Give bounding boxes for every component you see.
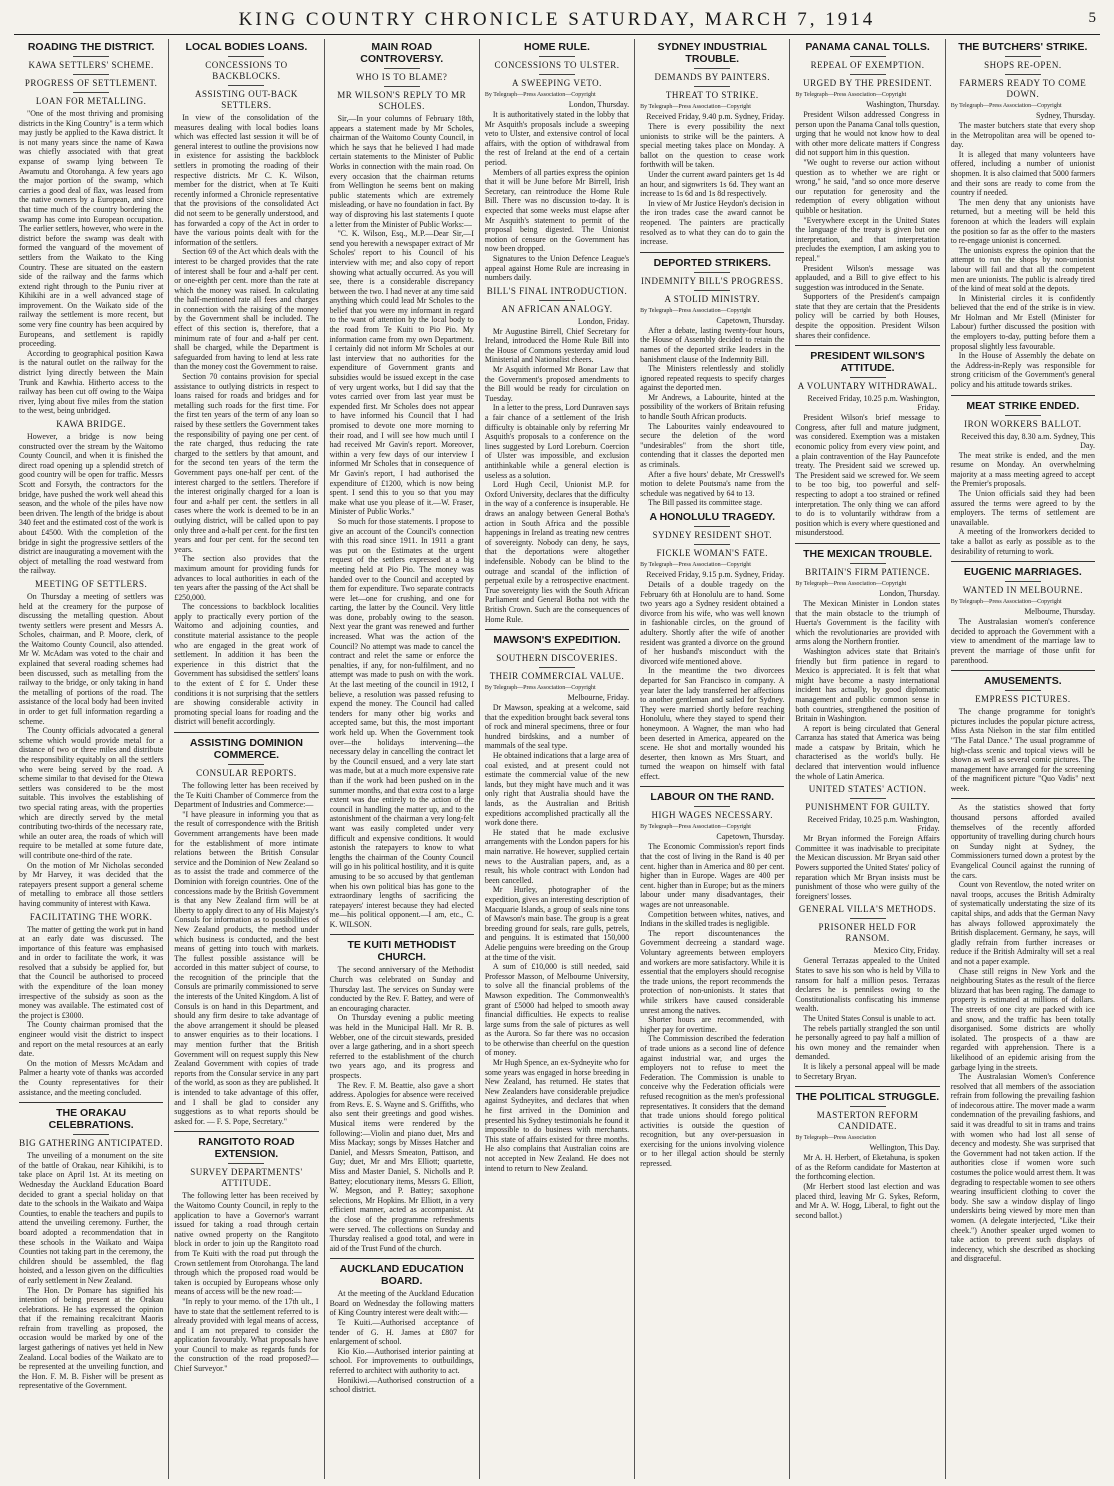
article-subheading: FACILITATING THE WORK. (29, 911, 153, 922)
section-rule (228, 764, 264, 765)
article-paragraph: Te Kuiti.—Authorised acceptance of tender of G. H. James at £807 for enlargement of school. (329, 1318, 474, 1347)
article-paragraph: The Hon. Dr Pomare has signified his intention of being present at the Orakau celebrations. He has expressed the opinion that if the remaining recalcitrant Maoris refrain from travelling as proposed, the occasion would be marked by one of the largest gatherings of natives yet held in New Zealand. Local bodies of the Waikato are to be represented at the unveiling function, and the Hon. F. M. B. Fisher will be present as representative of the Government. (19, 1285, 164, 1391)
article (19, 912, 163, 1098)
article-paragraph: On the motion of Messrs McAdam and Palmer a hearty vote of thanks was accorded the County representatives for their assistance, and the meeting concluded. (19, 1058, 164, 1097)
section-rule (694, 290, 730, 291)
column (480, 39, 635, 1479)
dateline: Washington, Thursday. (866, 100, 940, 109)
column (635, 39, 790, 1479)
article-paragraph: The second anniversary of the Methodist Church was celebrated on Sunday and Thursday last. The services on Sunday were conducted by the Rev. F. Battey, and were of an encouraging character. (329, 965, 474, 1013)
article-subheading: WANTED IN MELBOURNE. (962, 585, 1083, 596)
article-paragraph: The unveiling of a monument on the site of the battle of Orakau, near Kihikihi, is to take place on April 1st. At its meeting on Wednesday the Auckland Education Board decided to grant a special holiday on that date to the schools in the Waikato and Waipa Counties, to enable the teachers and pupils to attend the unveiling ceremony. Further, the board adopted a recommendation that in these schools in the Waikato and Waipa Counties not taking part in the ceremony, the children should be assembled, the flag hoisted, and a lesson given on the difficulties of early settlement in New Zealand. (19, 1151, 164, 1285)
section-rule (694, 68, 730, 69)
divider-rule (174, 732, 318, 733)
article-subheading: HIGH WAGES NECESSARY. (651, 810, 773, 821)
section-rule (539, 667, 575, 668)
article-headline: A HONOLULU TRAGEDY. (649, 511, 776, 523)
article-paragraph: In the meantime the two divorcees departed for San Francisco in company. A year later the lady transferred her affections to another gentleman and sailed for Sydney. They were married shortly before reaching Honolulu, where they stayed to spend their honeymoon. A Wagner, the man who had been deserted in America, appeared on the scene. He shot and mortally wounded his deserter, then known as Mrs Stuart, and turned the weapon on himself with fatal effect. (640, 666, 785, 781)
article-subheading: BRITAIN'S FIRM PATIENCE. (805, 566, 930, 577)
section-rule (850, 377, 886, 378)
article-paragraph: "One of the most thriving and promising districts in the King Country" is a term which may justly be applied to the Kawa district. It is not many years since the name of Kawa was chiefly associated with that great expanse of swamp lying between Te Awamutu and Otorohanga. A few years ago the major portion of the swamp, which carries a good deal of flax, was leased from the native owners by a European, and since that time much of the country bordering the swamp has come into European occupation. The earlier settlers, however, who were in the district before the swamp was dealt with formed the vanguard of the movement of settlers from the Waikato to the King Country. These are situated on the eastern side of the railway and the farms which extend right through to the Puniu river at Kihikihi are in a well advanced stage of improvement. On the Waikato side of the railway the settlement is more recent, but some very fine country has been acquired by Europeans, and settlement is rapidly proceeding. (19, 109, 164, 349)
article-paragraph: Under the current award painters get 1s 4d an hour, and signwriters 1s 6d. They want an increase to 1s 6d and 1s 8d respectively. (640, 169, 785, 199)
dateline: Capetown, Thursday. (716, 832, 785, 842)
section-rule (850, 798, 886, 799)
article-paragraph: On Thursday evening a public meeting was held in the Municipal Hall. Mr R. B. Webber, one of the circuit stewards, presided over a large gathering, and in a short speech referred to the establishment of the church two years ago, and its progress and prospects. (329, 1013, 474, 1080)
section-rule (1005, 415, 1041, 416)
article-subheading: GENERAL VILLA'S METHODS. (798, 904, 937, 915)
article-subheading: SURVEY DEPARTMENTS' ATTITUDE. (190, 1167, 303, 1189)
dateline: London, Thursday. (568, 100, 630, 109)
article (951, 675, 1095, 793)
article-paragraph: The master butchers state that every shop in the Metropolitan area will be opened to-day. (950, 121, 1095, 150)
section-rule (539, 56, 575, 57)
article-headline: EUGENIC MARRIAGES. (963, 566, 1082, 579)
divider-rule (330, 934, 474, 935)
article-headline: PANAMA CANAL TOLLS. (805, 41, 930, 53)
article-paragraph: The County chairman promised that the engineer would visit the district to inspect and report on the metal resources at an early date. (19, 1020, 164, 1059)
article-headline: AUCKLAND EDUCATION BOARD. (339, 1263, 464, 1288)
divider-rule (795, 1086, 939, 1087)
article-paragraph: The United States Consul is unable to act. (803, 1013, 936, 1023)
article-paragraph: The Labourites vainly endeavoured to secure the deletion of the word "undesirables" from the short title, contending that it classes the deported men as criminals. (640, 421, 785, 470)
article-paragraph: There is every possibility the next unionists to strike will be the painters. A special meeting takes place on Monday. A ballot on the question to cease work forthwith will be taken. (640, 122, 785, 170)
article-paragraph: It is alleged that many volunteers have offered, including a number of unionist shopmen. It is also claimed that 5000 farmers and their sons are ready to come from the country if needed. (950, 149, 1095, 198)
article (330, 939, 474, 1253)
article-paragraph: In view of Mr Justice Heydon's decision in the iron trades case the award cannot be reopened. The painters are practically resolved as to what they can do to gain the increase. (640, 198, 785, 247)
telegraph-credit: By Telegraph—Press Association—Copyright (950, 103, 1062, 109)
article-headline: HOME RULE. (524, 41, 590, 53)
article-paragraph: President Wilson addressed Congress in person upon the Panama Canal tolls question, urging that he would not know how to deal with other more delicate matters if Congress did not support him in this question. (795, 110, 940, 158)
article-subheading: CONSULAR REPORTS. (196, 768, 297, 778)
article-paragraph: Mr Bryan informed the Foreign Affairs Committee it was inadvisable to precipitate the Mexican discussion. Mr Bryan said other Powers supported the United States' policy of reparation which Mr Bryan insists must be punishment of those who were guilty of the foreigners' losses. (795, 834, 940, 901)
column (169, 39, 324, 1479)
section-rule (73, 74, 109, 75)
article-paragraph: So much for those statements. I propose to give an account of the Council's connection with this road since 1911. In 1911 a grant was put on the Estimates at the urgent request of the settlers expressed at a big meeting held at Pio Pio. The money was handed over to the Council and accepted by them for expenditure. Two separate contracts were let—one for crushing, and one for carting, the latter by the Council. Very little was done, probably owing to the season. Next year the grant was renewed and further increased. What was the action of the Council? No attempt was made to cancel the contract and relet the same or enforce the penalties, if any, for non-fulfilment, and no attempt was made to push on with the work. At the last meeting of the council in 1912, I believe, a resolution was passed refusing to expend the money. The Council had called tenders for many other big works and accepted same, but this, the most important work held up. When the Government took over—the holidays intervening—the necessary delay in cancelling the contract let by the Council ensued, and a very late start was made, but at a much more expensive rate than if the work had been pushed on in the summer months, and that extra cost to a large extent was due entirely to the action of the council in handling the matter up, and to the astonishment of the chairman a very long-felt want was easily completed under very difficult and expensive conditions. It would astonish the ratepayers to know to what lengths the chairman of the County Council will go in his political hostility, and it is quite amusing to be so accused by that gentleman when his own political bias has gone to the extraordinary lengths of sacrificing the ratepayers' interest because they had elected me—his political opponent.—I am, etc., C. K. WILSON. (329, 516, 474, 929)
article-subheading: SOUTHERN DISCOVERIES. (496, 653, 618, 664)
article-paragraph: The Rev. F. M. Beattie, also gave a short address. Apologies for absence were received from Revs. E. S. Wayne and S. Griffiths, who also sent their greetings and good wishes. Musical items were rendered by the following:—Violin and piano duet, Mrs and Miss Mackay; songs by Misses Hatcher and Daniel, and Messrs Smeaton, Pattison, and Guy; duet, Mr and Mrs Elliott; quartette, Miss and Master Daniel, S. Nicholls and P. Battey; elocutionary items, Messrs G. Elliott, W. Megson, and P. Battey; saxophone selections, Mr Hopkins. Mr Elliott, in a very efficient manner, acted as accompanist. At the close of the programme refreshments were served. The collections on Sunday and Thursday realised a good total, and were in aid of the Trust Fund of the church. (329, 1080, 474, 1253)
article-paragraph: The section also provides that the maximum amount for providing funds for advances to local authorities in each of the ten years after the passing of the Act shall be £250,000. (174, 554, 319, 602)
article-paragraph: Section 70 contains provision for special assistance to outlying districts in respect to loans raised for roads and bridges and for metalling such roads for the first time. For the first ten years of the term of any loan so raised by these settlers the Government takes the responsibility of paying one per cent. of the rate charged, thus reducing the rate charged to the settlers by that amount, and for the second ten years of the term the Government pays one-half per cent. of the interest charged to the settlers. Therefore if the interest originally charged for a loan is four and a-half per cent. the settlers in all cases where the work is deemed to be in an outlying district, will be called upon to pay only three and a-half per cent. for the first ten years and four per cent. for the second ten years. (174, 372, 319, 554)
dateline: Wellington, This Day. (869, 1143, 940, 1153)
article (795, 1091, 939, 1220)
divider-rule (174, 1131, 318, 1132)
article-paragraph: The Mexican Minister in London states that the main obstacle to the triumph of Huerta's Government is the facility with which the revolutionaries are provided with arms along the Northern frontier. (795, 598, 940, 647)
article-paragraph: In a letter to the press, Lord Dunraven says a fair chance of a settlement of the Irish difficulty is obtainable only by referring Mr Asquith's proposals to a conference on the lines suggested by Lord Loreburn. Coercion of Ulster was impossible, and exclusion antithinkable while a general election is useless as a solution. (484, 403, 630, 480)
article (485, 286, 629, 624)
article-subheading: MASTERTON REFORM CANDIDATE. (816, 1110, 919, 1132)
section-rule (73, 56, 109, 57)
section-rule (694, 544, 730, 545)
article-paragraph: Members of all parties express the opinion that it will be June before Mr Birrell, Irish Secretary, can reintroduce the Home Rule Bill. There was no discussion to-day. It is expected that some weeks must elapse after Mr Asquith's statement to permit of the proposal being digested. The Unionist motion of censure on the Government has now been dropped. (484, 167, 630, 254)
article (951, 803, 1095, 1264)
telegraph-credit: By Telegraph—Press Association—Copyright (950, 599, 1062, 606)
divider-rule (330, 1258, 474, 1259)
section-rule (694, 272, 730, 273)
section-rule (694, 86, 730, 87)
section-rule (850, 1106, 886, 1107)
article-subheading: EMPRESS PICTURES. (975, 694, 1071, 705)
article-paragraph: Supporters of the President's campaign state that they are certain that the Presidents policy will be carried by both Houses, despite the opposition. President Wilson shares their confidence. (795, 292, 940, 340)
article-subheading: MR WILSON'S REPLY TO MR SCHOLES. (337, 90, 467, 111)
article-subheading: URGED BY THE PRESIDENT. (803, 78, 932, 88)
section-rule (1005, 690, 1041, 691)
article-paragraph: Chase still reigns in New York and the neighbouring States as the result of the fierce blizzard that has been raging. The damage to property is estimated at millions of dollars. The streets of one city are packed with ice and snow, and the traffic has been totally disorganised. Some districts are wholly isolated. The prospects of a thaw are regarded with apprehension. There is a likelihood of an epidemic arising from the garbage lying in the streets. (950, 966, 1095, 1072)
article-subheading: FARMERS READY TO COME DOWN. (959, 78, 1087, 99)
article-subheading: KAWA BRIDGE. (56, 419, 127, 429)
dateline: Capetown, Thursday. (716, 315, 785, 325)
article-paragraph: The matter of getting the work put in hand at an early date was discussed. The importance of this feature was emphasised and in order to facilitate the work, it was resolved that a subsidy be applied for, but that the Council be authorised to proceed with the expenditure of the loan money irrespective of the subsidy as soon as the money was available. The estimated cost of the project is £3000. (19, 924, 164, 1020)
article-subheading: ASSISTING OUT-BACK SETTLERS. (194, 89, 298, 110)
article (19, 1107, 163, 1391)
article-paragraph: Signatures to the Union Defence League's appeal against Home Rule are increasing in numbers daily. (484, 253, 630, 283)
article (330, 41, 474, 929)
article-paragraph: The change programme for tonight's pictures includes the popular picture actress, Miss Asta Nielson in the star film entitled "The Fatal Dance." The usual programme of high-class scenic and topical views will be shown as well as several comic pictures. The management have arranged for the screening of the magnificent picture "Quo Vadis" next week. (950, 707, 1095, 793)
divider-rule (951, 670, 1095, 671)
article-paragraph: "I have pleasure in informing you that as the result of correspondence with the British Government arrangements have been made for the establishment of more intimate relations between the British Consular service and the Dominion of New Zealand so as to assist the trade and commerce of the Dominion with foreign countries. One of the concessions made by the British Government is that any New Zealand firm will be at liberty to apply direct to any of His Majesty's Consuls for information as to possibilities of New Zealand products, the method under which business is conducted, and the best means of getting into touch with markets. The fullest possible assistance will be accorded in this matter subject of course, to the recognition of the principle that the Consuls are primarily commissioned to serve the interests of the United Kingdom. A list of Consuls is on hand in this Department, and should any firm desire to take advantage of the above arrangement it should be pleased to answer enquiries as to their locations. I may mention further that the British Government will on request supply this New Zealand Government with copies of trade reports from the Consular service in any part of the world, as soon as they are published. It is intended to take advantage of this offer, and I shall be glad to consider any suggestions as to what reports should be asked for. — F. S. Pope, Secretary." (174, 809, 319, 1126)
article-paragraph: A sum of £10,000 is still needed, said Professor Masson, of Melbourne University, to solve all the financial problems of the Mawson expedition. The Commonwealth's grant of £5000 had helped to smooth away financial difficulties. He expects to realise large sums from the sale of pictures as well as the Aurora. So far there was no occasion to be otherwise than cheerful on the question of money. (484, 962, 630, 1058)
dateline: Received Friday, 9.15 p.m. Sydney, Friday. (646, 570, 785, 579)
article-headline: LOCAL BODIES LOANS. (185, 41, 308, 53)
article-headline: TE KUITI METHODIST CHURCH. (347, 939, 456, 964)
dateline: London, Thursday. (879, 588, 940, 598)
article-subheading: A VOLUNTARY WITHDRAWAL. (797, 381, 938, 392)
article-paragraph: Mr Hugh Spence, an ex-Sydneyite who for some years was engaged in horse breeding in New Zealand, has returned. He states that New Zealanders have considerable prejudice against Sydneyites, and declares that when he first arrived in the Dominion and presented his Sydney testimonials he found it impossible to do business with merchants. This state of affairs existed for three months. He also complains that Australian coins are not accepted in New Zealand. He does not intend to return to New Zealand. (484, 1058, 630, 1173)
article (640, 791, 784, 1168)
article-paragraph: A meeting of the Ironworkers decided to take a ballot as early as possible as to the desirability of returning to work. (950, 527, 1095, 556)
article-paragraph: It is authoritatively stated in the lobby that Mr Asquith's proposals include a sweeping veto to Ulster, and extensive control of local affairs, with the option of withdrawal from the rest of Ireland at the end of a certain period. (484, 110, 630, 167)
article-paragraph: He stated that he made exclusive arrangements with the London papers for his main narrative. He however, supplied certain news to the Australian papers, and, as a result, his whole contract with London had been cancelled. (484, 827, 630, 885)
article (640, 511, 784, 781)
article (19, 419, 163, 576)
divider-rule (640, 252, 784, 253)
dateline: London, Friday. (577, 316, 630, 326)
article-paragraph: After a debate, lasting twenty-four hours, the House of Assembly decided to retain the names of the deported strike leaders in the banishment clause of the Indemnity Bill. (640, 325, 785, 364)
telegraph-credit: By Telegraph—Press Association—Copyright (795, 580, 907, 587)
article-paragraph: It is likely a personal appeal will be made to Secretary Bryan. (795, 1061, 940, 1081)
section-rule (384, 86, 420, 87)
divider-rule (951, 395, 1095, 396)
section-rule (228, 56, 264, 57)
column (946, 39, 1100, 1479)
divider-rule (951, 798, 1095, 799)
section-rule (228, 85, 264, 86)
article-paragraph: "C. K. Wilson, Esq., M.P.—Dear Sir,—I send you herewith a newspaper extract of Mr Scholes' report to his Council of his interview with me; and also copy of report showing what actually occurred. As you will see, there is a considerable discrepancy between the two. I had never at any time said anything which could lead Mr Scholes to the belief that you were my informant in regard to the want of attention by the local body to the road from Te Kuiti to Pio Pio. My information came from my own Department. I certainly did not inform Mr Scholes at our last interview that no authorities for the expenditure of Government grants and subsidies would be issued except in the case of very urgent works, but I did say that the votes carried over from last year must be expended first. Mr Scholes does not appear to have informed his Council that I had promised to devote one more morning to their road, and I will see how much until I had received Mr Gavin's report. Moreover, within a very few days of our interview I informed Mr Scholes that in consequence of Mr Gavin's report, I had authorised the expenditure of £1200, which is now being spent. I send this to you so that you may make what use you please of it.—W. Fraser, Minister of Public Works." (329, 229, 474, 517)
article-paragraph: However, a bridge is now being constructed over the stream by the Waitomo County Council, and when it is finished the direct road opening up a splendid stretch of good country will be open for traffic. Messrs Scott and Forsyth, the contractors for the bridge, have pushed the work well ahead this season, and the whole of the piles have now been driven. The length of the bridge is about 340 feet and the estimated cost of the work is about £4500. With the completion of the bridge in sight the progressive settlers of the district are inaugurating a movement with the object of metalling the road westward from the railway. (19, 432, 164, 576)
article-paragraph: The report discountenances the Government decreeing a standard wage. Voluntary agreements between employers and workers are more satisfactory. While it is essential that the employers should recognise the trade unions, the report recommends the protection of non-unionists. It states that while strikers have caused considerable unrest among the natives. (640, 928, 785, 1015)
article-headline: ASSISTING DOMINION COMMERCE. (189, 737, 304, 761)
article-subheading: PROGRESS OF SETTLEMENT. (24, 78, 158, 88)
article-paragraph: In the House of Assembly the debate on the Address-in-Reply was responsible for strong criticism of the Government's general policy and his attitude towards strikes. (950, 351, 1095, 390)
article-paragraph: On the motion of Mr Nicholas seconded by Mr Harvey, it was decided that the ratepayers present support a general scheme of metalling to embrace all those settlers having community of interest with Kawa. (19, 860, 164, 908)
dateline: Received this day, 8.30 a.m. Sydney, This Day. (961, 431, 1095, 450)
article-subheading: LOAN FOR METALLING. (35, 96, 147, 106)
article (174, 1136, 318, 1373)
article-subheading: SYDNEY RESIDENT SHOT. (652, 530, 773, 540)
article (330, 1263, 474, 1395)
article-paragraph: The County officials advocated a general scheme which would provide metal for a distance of two or three miles and distribute the responsibility equitably on all the settlers who were being served by the road. A scheme similar to that devised for the Otewa settlers was considered to be the most suitable. This involves the establishing of two special rating areas, with the properties which are directly served by the metal contributing two-thirds of the necessary rate, while an outer area, the roads of which will require to be metalled at some future date, will contribute one-third of the rate. (19, 726, 164, 860)
article (640, 257, 784, 508)
article-paragraph: According to geographical position Kawa is the natural outlet on the railway for the district lying directly between the Main Trunk and Kawhia. Hitherto access to the railway has been cut off owing to the Waipa river, lying about five miles from the station to the west, being unbridged. (19, 348, 164, 416)
section-rule (850, 56, 886, 57)
article-paragraph: A report is being circulated that General Carranza has stated that America was being made a catspaw by Britain, which he characterised as the world's bully. He declared that intervention would influence the whole of Latin America. (795, 723, 940, 781)
telegraph-credit: By Telegraph—Press Association—Copyright (640, 307, 751, 314)
article (951, 400, 1095, 557)
article-paragraph: Competition between whites, natives, and Indians in the skilled trades is negligible. (640, 909, 785, 929)
section-rule (850, 918, 886, 919)
divider-rule (795, 543, 939, 544)
article-subheading: PRISONER HELD FOR RANSOM. (818, 922, 917, 944)
article-paragraph: In view of the consolidation of the measures dealing with local bodies loans which was effected last session it will be of general interest to outline the provisions now in existence for assisting the backblock settlers in promoting the roading of their respective districts. Mr C. K. Wilson, member for the district, when at Te Kuiti recently informed a Chronicle representative that the provisions of the consolidated Act did not seem to be generally understood, and has forwarded a copy of the Act in order to have the various points dealt with for the information of the settlers. (174, 113, 319, 247)
article-subheading: WHO IS TO BLAME? (355, 72, 448, 82)
article-headline: THE BUTCHERS' STRIKE. (958, 41, 1088, 53)
dateline: Melbourne, Thursday. (1024, 607, 1095, 617)
article (174, 737, 318, 1126)
section-rule (539, 649, 575, 650)
section-rule (1005, 56, 1041, 57)
telegraph-credit: By Telegraph—Press Association (795, 1135, 876, 1142)
article-subheading: A SWEEPING VETO. (512, 78, 602, 88)
dateline: Sydney, Thursday. (1035, 111, 1095, 120)
article-paragraph: The Commission described the federation of trade unions as a second line of defence against industrial war, and urges the employers not to refuse to meet the Federation. The Commission is unable to conceive why the Federation officials were refused recognition as the men's professional representatives. It considers that the demand that trade unions should forego political activities is outside the question of recognition, but any over-persuasion in exercising for the unions involving violence or to her illegal action should be sternly repressed. (640, 1034, 785, 1169)
article-subheading: MEETING OF SETTLERS. (35, 578, 148, 589)
article-subheading: UNITED STATES' ACTION. (808, 784, 927, 795)
dateline: Mexico City, Friday. (873, 946, 940, 956)
masthead-title: KING COUNTRY CHRONICLE SATURDAY, MARCH 7, 1914 (238, 9, 876, 30)
telegraph-credit: By Telegraph—Press Association—Copyright (795, 92, 907, 98)
article-headline: THE ORAKAU CELEBRATIONS. (48, 1107, 134, 1132)
section-rule (384, 68, 420, 69)
article-headline: ROADING THE DISTRICT. (27, 41, 155, 53)
section-rule (1005, 74, 1041, 75)
article (795, 41, 939, 340)
dateline: Melbourne, Friday. (567, 693, 630, 703)
section-rule (694, 526, 730, 527)
section-rule (539, 300, 575, 301)
article-headline: DEPORTED STRIKERS. (653, 256, 771, 269)
article-paragraph: The men deny that any unionists have returned, but a meeting will be held this forenoon at which the leaders will explain the position so far as the offer to the masters to re-engage unionist is concerned. (950, 197, 1095, 246)
article-paragraph: After a five hours' debate, Mr Cresswell's motion to delete Poutsma's name from the schedule was negatived by 64 to 13. (640, 469, 785, 498)
article (174, 41, 318, 727)
article (19, 41, 163, 416)
telegraph-credit: By Telegraph—Press Association—Copyright (640, 104, 751, 110)
article-paragraph: Lord Hugh Cecil, Unionist M.P. for Oxford University, declares that the difficulty in the way of a conference is insuperable. He draws an analogy between General Botha's action in South Africa and the possible happenings in Ireland as treating new centres of sovereignty. Nobody can deny, he says, that the deportations were altogether indefensible. Nobody can be blind to the outrage and scandal of the infliction of perpetual exile by a retrospective enactment. True sovereignty lies with the South African Parliament and General Botha not with the British Crown. Such are the consequences of Home Rule. (484, 480, 630, 624)
article-paragraph: The Bill passed its committee stage. (648, 498, 763, 508)
article-headline: MAIN ROAD CONTROVERSY. (360, 41, 444, 65)
article-paragraph: "Everywhere except in the United States the language of the treaty is given but one interpretation, and that interpretation precludes the exemption, I am asking you to repeal." (795, 215, 940, 263)
article-subheading: FICKLE WOMAN'S FATE. (656, 548, 769, 558)
article-paragraph: At the meeting of the Auckland Education Board on Wednesday the following matters of King Country interest were dealt with:— (329, 1289, 474, 1318)
article-paragraph: The Australasian Women's Conference resolved that all members of the association refrain from following the prevailing fashion of indecorous attire. The mover made a warm condemnation of the prevailing fashions, and said it was dreadful to sit in trams and trains with women who had lost all sense of decency and modesty. She was surprised that the Government had not taken action. If the authorities close if women wore such costumes the police would arrest them. It was degrading to respectable women to see others wearing insufficient clothing to cover the body. She saw a window display of lingo underskirts being viewed by more men than women. (A delegate interjected, "Like their cheek.") Another speaker urged women to take action to prevent such displays of indecency, which she described as shocking and disgraceful. (950, 1072, 1095, 1264)
article-paragraph: As the statistics showed that forty thousand persons afforded availed themselves of the recently afforded opportunity of travelling during church hours on Sunday night at Sydney, the Commissioners turned down a protest by the Evangelical Council against the running of the cars. (950, 803, 1095, 880)
article (795, 784, 939, 901)
divider-rule (795, 345, 939, 346)
article (951, 41, 1095, 390)
masthead (14, 8, 1100, 35)
article-paragraph: The Union officials said they had been assured the terms were agreed to by the employers. The terms of settlement are unavailable. (950, 489, 1095, 527)
article-headline: THE MEXICAN TROUBLE. (803, 547, 932, 560)
article-paragraph: The Australasian women's conference decided to approach the Government with a view to amendment of the marriage law to prevent the marriage of those unfit for parenthood. (950, 617, 1095, 665)
section-rule (850, 563, 886, 564)
article-paragraph: Sir,—In your columns of February 18th, appears a statement made by Mr Scholes, chairman of the Waitomo County Council, in which he says that he believed I had made certain statements to the Minister of Public Works in connection with the main road. On every occasion that the chairman returns from Wellington he seems bent on making public statements which are extremely misleading, or have no foundation in fact. By way of disproving his last statements I quote a letter from the Minister of Public Works:— (329, 114, 474, 229)
article (795, 350, 939, 538)
article-paragraph: The Economic Commission's report finds that the cost of living in the Rand is 40 per cent. higher than in America and 80 per cent. higher than in Europe. Wages are 400 per cent. higher than in Europe; but as the miners labour under many disadvantages, their wages are not unreasonable. (640, 842, 785, 910)
article-headline: THE POLITICAL STRUGGLE. (795, 1091, 940, 1104)
telegraph-credit: By Telegraph—Press Association—Copyright (640, 562, 751, 568)
article-subheading: INDEMNITY BILL'S PROGRESS. (640, 275, 784, 286)
article-subheading: CONCESSIONS TO BACKBLOCKS. (205, 60, 288, 81)
dateline: Received Friday, 9.40 p.m. Sydney, Friday. (646, 112, 785, 121)
article-paragraph: He obtained indications that a large area of coal existed, and at present could not estimate the commercial value of the new lands, but they might have much and it was only right that Australia should have the lands, as the Australian and British expeditions accomplished practically all the work done there. (484, 751, 630, 828)
article-paragraph: President Wilson's message was applauded, and a Bill to give effect to his suggestion was introduced in the Senate. (795, 263, 940, 292)
article-paragraph: Count von Reventlow, the noted writer on naval troops, accuses the British Admiralty of systematically understating the size of its capital ships, and adds that the German Navy has always followed approximately the British displacement. Germany, he says, will gladly refrain from further increases or reduce if the British Admiralty will set a real and not a paper example. (950, 880, 1095, 966)
article-paragraph: "We ought to reverse our action without question as to whether we are right or wrong," he said, "and so once more deserve our reputation for generosity and the redemption of every obligation without quibble or hesitation. (795, 157, 940, 215)
article-paragraph: On Thursday a meeting of settlers was held at the creamery for the purpose of discussing the metalling question. About twenty settlers were present and Messrs A. Scholes, chairman, and P. Moore, clerk, of the Waitomo County Council, also attended. Mr W. McAdam was voted to the chair and explained that several roading schemes had been discussed, such as metalling from the railway to the bridge, or only taking in hand the metalling of portions of the road. The assistance of the local body had been invited in order to get full information regarding a scheme. (19, 591, 164, 726)
section-rule (228, 1163, 264, 1164)
article-subheading: CONCESSIONS TO ULSTER. (494, 60, 620, 70)
telegraph-credit: By Telegraph—Press Association—Copyright (640, 824, 751, 831)
article-subheading: BIG GATHERING ANTICIPATED. (19, 1138, 164, 1149)
article-paragraph: Dr Mawson, speaking at a welcome, said that the expedition brought back several tons of rock and mineral specimens, three or four hundred birdskins, and a number of mammals of the seal type. (484, 703, 630, 751)
telegraph-credit: By Telegraph—Press Association—Copyright (484, 685, 596, 692)
article-paragraph: The unionists express the opinion that the attempt to run the shops by non-unionist labour will fail and that all the competent men are unionists. The public is already tired of the kind of meat sold at the depots. (950, 245, 1095, 294)
column (325, 39, 480, 1479)
article-paragraph: Mr Asquith informed Mr Bonar Law that the Government's proposed amendments to the Bill would be ready for circulation on Tuesday. (484, 365, 630, 403)
article-headline: MEAT STRIKE ENDED. (966, 399, 1080, 412)
article-subheading: IRON WORKERS BALLOT. (964, 418, 1082, 429)
section-rule (539, 74, 575, 75)
article-headline: PRESIDENT WILSON'S ATTITUDE. (810, 350, 925, 375)
section-rule (694, 806, 730, 807)
article-subheading: THREAT TO STRIKE. (665, 90, 759, 100)
article-subheading: BILL'S FINAL INTRODUCTION. (486, 285, 628, 296)
article (795, 904, 939, 1081)
article-paragraph: Mr Andrews, a Labourite, hinted at the possibility of the workers of Britain refusing to handle South African products. (640, 392, 785, 422)
dateline: Received Friday, 10.25 p.m. Washington, Friday. (807, 394, 940, 413)
section-rule (73, 1134, 109, 1135)
article-headline: LABOUR ON THE RAND. (650, 791, 775, 804)
article-subheading: SHOPS RE-OPEN. (984, 60, 1062, 70)
article-paragraph: Honikiwi.—Authorised construction of a school district. (329, 1375, 474, 1395)
article (485, 41, 629, 283)
dateline: Received Friday, 10.25 p.m. Washington, Friday. (807, 815, 940, 834)
article-paragraph: Mr A. H. Herbert, of Eketahuna, is spoken of as the Reform candidate for Masterton at the forthcoming election. (795, 1153, 940, 1182)
divider-rule (485, 629, 629, 630)
article-paragraph: Mr Augustine Birrell, Chief Secretary for Ireland, introduced the Home Rule Bill into the House of Commons yesterday amid loud Ministerial and Nationalist cheers. (484, 326, 630, 365)
section-rule (850, 74, 886, 75)
article-paragraph: Mr Hurley, photographer of the expedition, gives an interesting description of Macquarie Islands, a group of seals nine tons of Mawson's main base. The group is a great breeding ground for seals, rare gulls, petrels, and penguins. It is estimated that 150,000 Adelie penguins were breeding on the Group at the time of the visit. (484, 885, 630, 962)
article-subheading: A STOLID MINISTRY. (664, 293, 760, 304)
columns-container (14, 39, 1100, 1479)
article-paragraph: "In reply to your memo. of the 17th ult., I have to state that the settlement referred to is already provided with legal means of access, and I am not prepared to consider the application favourably. What proposals have your Council to make as regards funds for the construction of the road proposed?—Chief Surveyor." (174, 1296, 319, 1374)
article-paragraph: The following letter has been received by the Te Kuiti Chamber of Commerce from the Department of Industries and Commerce:— (174, 781, 319, 810)
article-headline: RANGITOTO ROAD EXTENSION. (198, 1136, 295, 1161)
page-number: 5 (1088, 10, 1096, 26)
column (14, 39, 169, 1479)
article-paragraph: In Ministerial circles it is confidently believed that the end of the strike is in view. Mr Holman and Mr Estell (Minister for Labour) further discussed the position with the employers to-day, putting before them a proposal slightly less favourable. (950, 293, 1095, 351)
article-subheading: KAWA SETTLERS' SCHEME. (28, 60, 154, 70)
article-paragraph: The meat strike is ended, and the men resume on Monday. An overwhelming majority at a mass meeting agreed to accept the Premier's proposals. (950, 450, 1095, 489)
article-paragraph: The rebels partially strangled the son until he personally agreed to pay half a million of his own money and the remainder when demanded. (795, 1023, 940, 1062)
article-paragraph: Shorter hours are recommended, with higher pay for overtime. (640, 1015, 785, 1034)
article-paragraph: The following letter has been received by the Waitomo County Council, in reply to the application to have a Governor's warrant issued for taking a road through certain native owned property on the Rangitoto block in order to join up the Rangitoto road from Te Kuiti with the road put through the Crown settlement from Otorohanga. The land through which the proposed road would be taken is occupied by Europeans whose only means of access will be the new road:— (174, 1191, 319, 1297)
article-subheading: REPEAL OF EXEMPTION. (810, 60, 925, 70)
article-paragraph: Section 69 of the Act which deals with the interest to be charged provides that the rate of interest shall be four and a-half per cent. or one-eighth per cent. more than the rate at which the money was raised. In calculating the half-mentioned rate all fees and charges in connection with the raising of the money by the Government shall be included. The effect of this section is, therefore, that a minimum rate of four and a-half per cent. shall be charged, while the Department is safeguarded from having to lend at less rate than the money cost the Government to raise. (174, 247, 319, 372)
divider-rule (19, 1102, 163, 1103)
section-rule (1005, 581, 1041, 582)
article-subheading: THEIR COMMERCIAL VALUE. (489, 671, 625, 682)
article-subheading: DEMANDS BY PAINTERS. (654, 72, 771, 82)
article-subheading: PUNISHMENT FOR GUILTY. (805, 802, 930, 813)
article (951, 566, 1095, 665)
article (19, 579, 163, 909)
article-paragraph: General Terrazas appealed to the United States to save his son who is held by Villa to ransom for half a million pesos. Terrazas declares he is penniless owing to the Constitutionalists confiscating his immense wealth. (795, 956, 940, 1014)
article-headline: AMUSEMENTS. (984, 675, 1062, 688)
article-headline: SYDNEY INDUSTRIAL TROUBLE. (657, 41, 768, 65)
article-paragraph: President Wilson's brief message to Congress, after full and mature judgment, was considered. Exemption was a mistaken economic policy from every view point, and a plain contravention of the Hay Pauncefote treaty. The President said we screwed up. The President said we screwed for. We seem to be too big, too powerful and self-respecting to adopt a too strained or refined interpretation. The only thing we can afford to do is to voluntarily withdraw from a position which is every where questioned and misunderstood. (795, 413, 940, 538)
article-paragraph: The Ministers relentlessly and stolidly ignored repeated requests to specify charges against the deported men. (640, 364, 785, 393)
article-paragraph: Washington advices state that Britain's friendly but firm patience in regard to Mexico is appreciated. It is felt that what might have become a nasty international incident has actually, by good diplomatic management and public common sense in both countries, strengthened the position of Britain in Washington. (795, 646, 940, 724)
article-paragraph: The concessions to backblock localities apply to practically every portion of the Waitomo and adjoining counties, and constitute material assistance to the people who are engaged in the great work of settlement. In addition it has been the experience in this district that the Government has subsidised the settlers' loans to the extent of £ for £. Under these conditions it is not surprising that the settlers are showing considerable activity in promoting special loans for roading and the district will benefit accordingly. (174, 602, 319, 727)
divider-rule (640, 786, 784, 787)
column (790, 39, 945, 1479)
article-paragraph: (Mr Herbert stood last election and was placed third, leaving Mr G. Sykes, Reform, and Mr A. W. Hogg, Liberal, to fight out the second ballot.) (795, 1181, 940, 1220)
divider-rule (951, 561, 1095, 562)
article-paragraph: Kio Kio.—Authorised interior painting at school. For improvements to outbuildings, referred to architect with authority to act. (329, 1346, 474, 1376)
article-subheading: AN AFRICAN ANALOGY. (501, 303, 613, 314)
article-paragraph: Details of a double tragedy on the February 6th at Honolulu are to hand. Some two years ago a Sydney resident obtained a divorce from his wife, who was well known in fashionable circles, on the ground of adultery. Shortly after the wife of another resident was granted a divorce on the ground of her husband's misconduct with the divorced wife mentioned above. (640, 580, 785, 666)
section-rule (73, 92, 109, 93)
article (485, 634, 629, 1173)
article-headline: MAWSON'S EXPEDITION. (493, 634, 621, 647)
article (795, 548, 939, 781)
article (640, 41, 784, 247)
telegraph-credit: By Telegraph—Press Association—Copyright (484, 92, 596, 98)
